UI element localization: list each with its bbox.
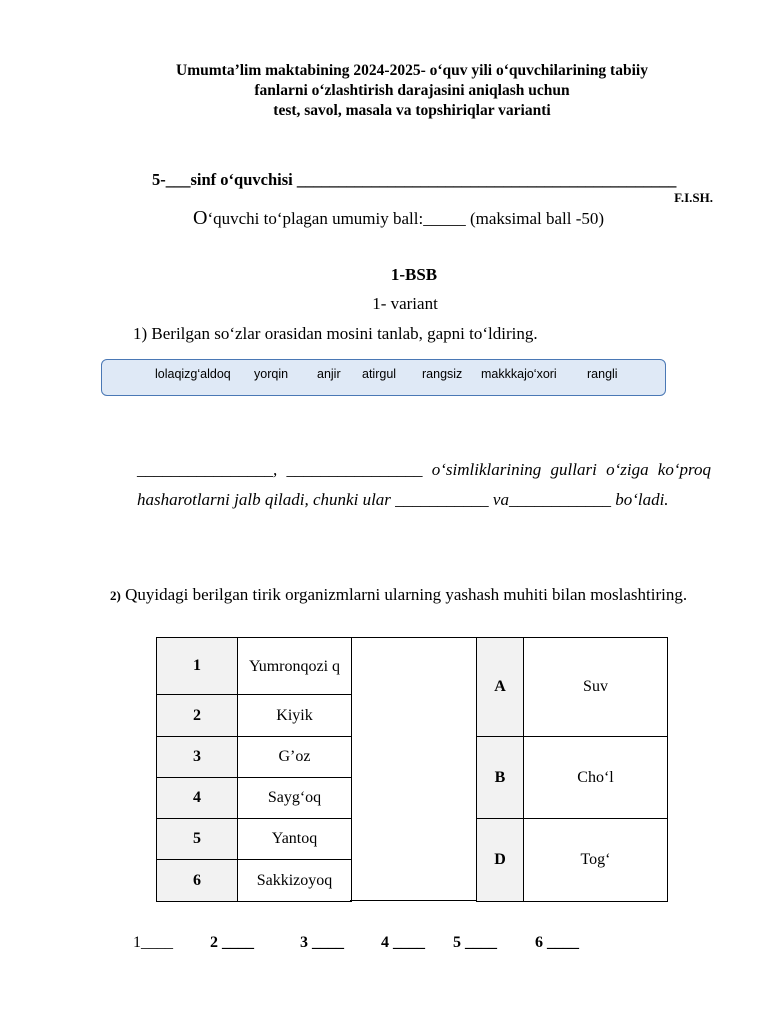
organism-number: 2 [157, 695, 238, 737]
word-bank-item: rangli [587, 367, 618, 381]
word-bank-item: rangsiz [422, 367, 463, 381]
organism-name: G’oz [238, 737, 352, 778]
answer-blank[interactable]: 4 ____ [381, 934, 425, 951]
organisms-table [156, 637, 352, 902]
organism-number: 5 [157, 819, 238, 860]
title-line-3: test, savol, masala va topshiriqlar varianti [273, 102, 551, 119]
word-bank-item: atirgul [362, 367, 397, 381]
habitat-name: Suv [524, 638, 668, 737]
word-bank-item: lolaqizg‘aldoq [155, 367, 231, 381]
question-2-text: Quyidagi berilgan tirik organizmlarni ularning yashash muhiti bilan moslashtiring. [120, 585, 688, 604]
word-bank-item: anjir [317, 367, 341, 381]
habitats-table [476, 637, 668, 902]
question-2-prompt [110, 584, 712, 607]
total-score-line [193, 207, 604, 230]
organism-name: Sakkizoyoq [238, 860, 352, 902]
answer-row [133, 934, 593, 954]
organism-name: Yumronqozi q [238, 638, 352, 695]
fish-label: F.I.SH. [674, 190, 713, 205]
score-text: ‘quvchi to‘plagan umumiy ball:_____ (maksimal ball -50) [207, 209, 605, 228]
answer-blank[interactable]: 1____ [133, 934, 173, 951]
title-line-2: fanlarni o‘zlashtirish darajasini aniqlash uchun [254, 82, 570, 99]
title-line-1: Umumta’lim maktabining 2024-2025- o‘quv yili o‘quvchilarining tabiiy [176, 62, 648, 79]
habitat-letter: D [477, 819, 524, 902]
matching-gap [350, 637, 476, 901]
organism-number: 6 [157, 860, 238, 902]
habitat-letter: B [477, 737, 524, 819]
habitat-name: Tog‘ [524, 819, 668, 902]
answer-blank[interactable]: 6 ____ [535, 934, 579, 951]
organism-name: Yantoq [238, 819, 352, 860]
score-first-letter: O [193, 207, 208, 229]
word-bank-item: makkkajo‘xori [481, 367, 557, 381]
organism-number: 3 [157, 737, 238, 778]
answer-blank[interactable]: 3 ____ [300, 934, 344, 951]
variant-label: 1- variant [372, 294, 438, 313]
answer-blank[interactable]: 5 ____ [453, 934, 497, 951]
habitat-name: Cho‘l [524, 737, 668, 819]
organism-number: 1 [157, 638, 238, 695]
student-class-line[interactable]: 5-___sinf o‘quvchisi ______________________________________________ [152, 170, 677, 189]
organism-name: Sayg‘oq [238, 778, 352, 819]
organism-name: Kiyik [238, 695, 352, 737]
question-2-number: 2) [110, 588, 121, 603]
section-title: 1-BSB [390, 265, 438, 284]
organism-number: 4 [157, 778, 238, 819]
question-1-prompt: 1) Berilgan so‘zlar orasidan mosini tanlab, gapni to‘ldiring. [133, 324, 538, 343]
word-bank [101, 359, 666, 396]
answer-blank[interactable]: 2 ____ [210, 934, 254, 951]
document-title [100, 61, 724, 121]
word-bank-item: yorqin [254, 367, 289, 381]
fill-in-sentence[interactable]: ________________, ________________ o‘simliklarining gullari o‘ziga ko‘proq hasharotlarni jalb qiladi, chunki ular ___________ va____________ bo‘ladi. [137, 460, 711, 509]
habitat-letter: A [477, 638, 524, 737]
